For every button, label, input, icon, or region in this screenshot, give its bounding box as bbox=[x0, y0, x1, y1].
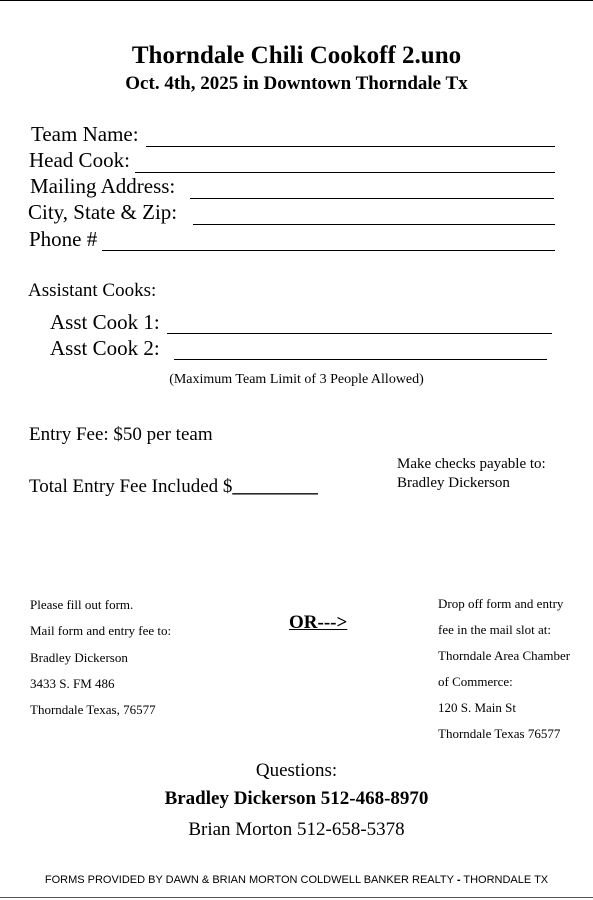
checks-payable-label: Make checks payable to: bbox=[397, 456, 546, 472]
mail-line: 3433 S. FM 486 bbox=[30, 676, 115, 691]
bottom-border bbox=[0, 897, 593, 898]
contact-bradley: Bradley Dickerson 512-468-8970 bbox=[164, 788, 429, 809]
top-border bbox=[0, 0, 593, 1]
asst-cook-2-label: Asst Cook 2: bbox=[50, 336, 160, 360]
asst-cook-1-label: Asst Cook 1: bbox=[50, 310, 160, 334]
mail-line: Please fill out form. bbox=[30, 597, 134, 612]
total-entry-fee-line bbox=[29, 476, 318, 498]
mail-line: Mail form and entry fee to: bbox=[30, 623, 172, 638]
footer-separator: - bbox=[456, 874, 461, 886]
event-date-location: Oct. 4th, 2025 in Downtown Thorndale Tx bbox=[125, 73, 468, 94]
team-name-field[interactable] bbox=[146, 146, 555, 147]
footer-left: FORMS PROVIDED BY DAWN & BRIAN MORTON COLDWELL BANKER REALTY bbox=[44, 874, 454, 886]
mailing-address-label: Mailing Address: bbox=[30, 174, 176, 198]
contact-brian: Brian Morton 512-658-5378 bbox=[188, 819, 405, 840]
dropoff-line: Thorndale Area Chamber bbox=[438, 648, 571, 663]
city-state-zip-label: City, State & Zip: bbox=[28, 200, 178, 224]
asst-cook-2-field[interactable] bbox=[174, 359, 547, 360]
mail-line: Bradley Dickerson bbox=[30, 650, 128, 665]
mail-line: Thorndale Texas, 76577 bbox=[30, 702, 156, 717]
questions-heading: Questions: bbox=[255, 760, 338, 781]
team-name-label: Team Name: bbox=[31, 122, 139, 146]
city-state-zip-field[interactable] bbox=[193, 224, 555, 225]
team-limit-note: (Maximum Team Limit of 3 People Allowed) bbox=[169, 372, 424, 387]
total-entry-fee-label: Total Entry Fee Included $ bbox=[29, 476, 233, 497]
head-cook-field[interactable] bbox=[135, 172, 555, 173]
asst-cook-1-field[interactable] bbox=[167, 333, 552, 334]
entry-fee-text: Entry Fee: $50 per team bbox=[29, 424, 213, 445]
assistant-cooks-heading: Assistant Cooks: bbox=[28, 280, 157, 301]
dropoff-line: Drop off form and entry bbox=[438, 596, 564, 611]
or-arrow: OR---> bbox=[289, 612, 348, 633]
footer-credit bbox=[0, 874, 593, 886]
dropoff-line: 120 S. Main St bbox=[438, 700, 517, 715]
total-entry-fee-blank[interactable]: _________ bbox=[232, 476, 318, 497]
form-title: Thorndale Chili Cookoff 2.uno bbox=[131, 42, 462, 69]
footer-right: THORNDALE TX bbox=[463, 874, 549, 886]
dropoff-line: of Commerce: bbox=[438, 674, 513, 689]
phone-field[interactable] bbox=[102, 250, 555, 251]
dropoff-line: Thorndale Texas 76577 bbox=[438, 726, 561, 741]
mailing-address-field[interactable] bbox=[190, 198, 554, 199]
head-cook-label: Head Cook: bbox=[29, 148, 130, 172]
dropoff-line: fee in the mail slot at: bbox=[438, 622, 551, 637]
checks-payable-name: Bradley Dickerson bbox=[397, 475, 510, 491]
phone-label: Phone # bbox=[29, 227, 98, 251]
